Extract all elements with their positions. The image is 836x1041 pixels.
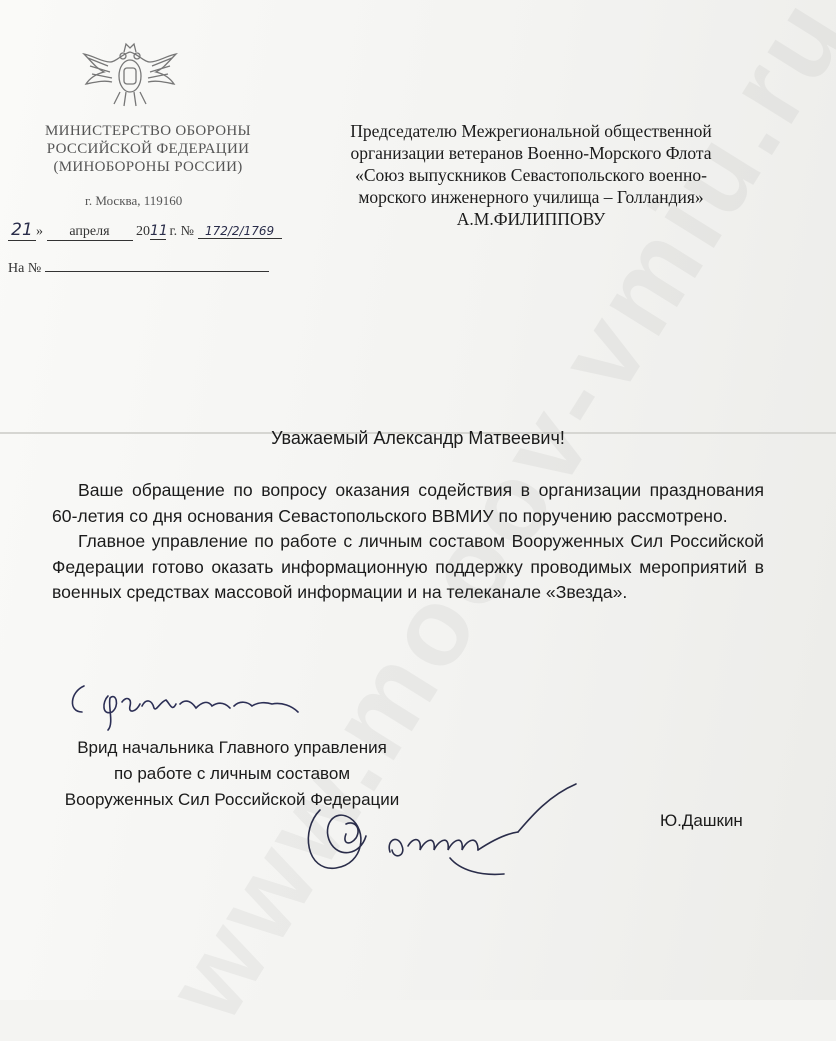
city-address: г. Москва, 119160 [85,193,183,208]
addressee-name: А.М.ФИЛИППОВУ [456,209,606,229]
letter-body [52,478,764,606]
addressee-line: Председателю Межрегиональной общественной [350,121,712,141]
signature-scribble [290,780,590,890]
addressee-block [296,120,766,230]
ministry-name [18,122,278,176]
reply-number-blank [45,257,269,272]
date-month: апреля [47,224,133,241]
position-line: Врид начальника Главного управления [77,738,387,757]
greeting: Уважаемый Александр Матвеевич! [271,428,565,448]
paragraph: Главное управление по работе с личным составом Вооруженных Сил Российской Федерации готово оказать информационную поддержку проводимых мероприятий в военных средствах массовой информации и на телеканале «Звезда». [52,531,764,602]
double-headed-eagle-emblem-icon [80,32,180,112]
paragraph: Ваше обращение по вопросу оказания содействия в организации празднования 60-летия со дня основания Севастопольского ВВМИУ по поручению рассмотрено. [52,480,764,526]
document-number: 172/2/1769 [198,224,282,239]
org-line: РОССИЙСКОЙ ФЕДЕРАЦИИ [46,141,250,157]
handwritten-approval-mark [62,672,302,732]
date-line: 21 » апреля 2011 г. № 172/2/1769 [8,220,282,241]
org-line: (МИНОБОРОНЫ РОССИИ) [53,159,243,175]
date-day: 21 [8,220,36,241]
reply-to-line [8,257,269,277]
addressee-line: морского инженерного училища – Голландия» [358,187,704,207]
addressee-line: организации ветеранов Военно-Морского Флота [350,143,712,163]
date-year-prefix: 20 [136,224,150,239]
org-line: МИНИСТЕРСТВО ОБОРОНЫ [45,123,251,139]
year-label: г. № [169,224,195,239]
position-line: по работе с личным составом [113,764,351,783]
reply-label: На № [8,261,42,276]
position-line: Вооруженных Сил Российской Федерации [64,790,400,809]
addressee-line: «Союз выпускников Севастопольского военно- [355,165,707,185]
date-year-suffix: 11 [150,223,168,239]
signer-name: Ю.Дашкин [660,811,743,830]
